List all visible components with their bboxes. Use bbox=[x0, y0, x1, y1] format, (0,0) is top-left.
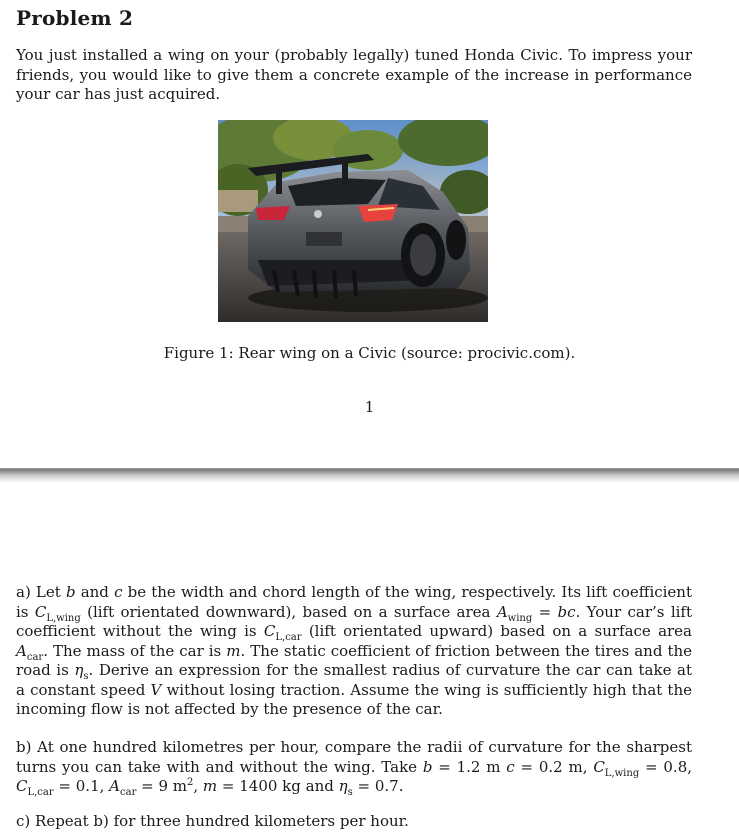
math-var: c bbox=[506, 757, 515, 776]
math-superscript: 2 bbox=[186, 777, 194, 788]
text-run: be the width and chord length of the wing, respectively. Its lift coefficient is bbox=[16, 583, 692, 621]
math-var: C bbox=[593, 757, 605, 776]
problem-intro: You just installed a wing on your (probably legally) tuned Honda Civic. To impress your friends, you would like to give them a concrete example of the increase in performance your car has just acquired. bbox=[16, 46, 692, 103]
math-var: C bbox=[34, 602, 47, 621]
math-var: A bbox=[496, 602, 508, 621]
text-run: . Your car’s lift coefficient without the wing is bbox=[16, 602, 692, 640]
page-number: 1 bbox=[364, 398, 375, 416]
text-run: = 9 m bbox=[136, 777, 187, 795]
math-var: C bbox=[16, 777, 28, 795]
math-var: b bbox=[65, 583, 76, 601]
car-photo bbox=[218, 120, 488, 322]
math-subscript: wing bbox=[507, 612, 533, 624]
part-c-text: c) Repeat b) for three hundred kilometers per hour. bbox=[16, 812, 409, 830]
text-run: = 0.2 m, bbox=[514, 757, 594, 776]
math-var: A bbox=[16, 641, 27, 660]
text-run: (lift orientated downward), based on a surface area bbox=[80, 602, 497, 621]
math-var: bc bbox=[557, 602, 576, 621]
math-subscript: s bbox=[347, 787, 353, 798]
math-subscript: L,wing bbox=[46, 612, 81, 624]
text-run: . The static coefficient of friction between the tires and the road is bbox=[16, 641, 693, 679]
text-run: . The mass of the car is bbox=[43, 641, 227, 660]
math-var: m bbox=[202, 777, 218, 795]
text-run: . Derive an expression for the smallest radius of curvature the car can take at a constant speed bbox=[16, 661, 692, 699]
text-run: = bbox=[532, 602, 558, 621]
math-var: η bbox=[338, 777, 348, 795]
part-b-text bbox=[16, 738, 692, 797]
text-run: = 1.2 m bbox=[432, 757, 507, 776]
text-run: and bbox=[75, 583, 115, 601]
math-subscript: s bbox=[83, 671, 89, 682]
math-var: η bbox=[74, 661, 84, 679]
math-var: m bbox=[226, 641, 241, 660]
math-var: c bbox=[114, 583, 123, 601]
text-run: = 1400 kg and bbox=[217, 777, 339, 795]
text-run: a) Let bbox=[16, 583, 66, 601]
text-run: without losing traction. Assume the wing is sufficiently high that the incoming flow is not affected by the presence of the car. bbox=[16, 680, 692, 718]
math-subscript: car bbox=[26, 651, 44, 663]
problem-title: Problem 2 bbox=[16, 6, 134, 30]
math-subscript: car bbox=[120, 787, 137, 798]
part-a-text bbox=[16, 583, 692, 720]
math-subscript: L,car bbox=[27, 787, 54, 798]
text-run: (lift orientated upward) based on a surface area bbox=[301, 622, 693, 640]
text-run: b) At one hundred kilometres per hour, compare the radii of curvature for the sharpest turns you can take with and without the wing. Take bbox=[16, 738, 692, 776]
math-subscript: L,wing bbox=[604, 767, 640, 779]
math-var: b bbox=[422, 757, 433, 776]
text-run: , bbox=[193, 777, 203, 795]
math-var: A bbox=[109, 777, 120, 795]
math-var: C bbox=[263, 622, 276, 640]
figure-caption: Figure 1: Rear wing on a Civic (source: procivic.com). bbox=[163, 344, 576, 362]
text-run: = 0.1, bbox=[53, 777, 110, 795]
math-var: V bbox=[150, 680, 162, 699]
text-run: = 0.8, bbox=[639, 757, 693, 776]
car-photo-icon bbox=[218, 120, 488, 322]
text-run: = 0.7. bbox=[352, 777, 404, 795]
math-subscript: L,car bbox=[275, 632, 302, 643]
page-break-divider bbox=[0, 468, 739, 482]
